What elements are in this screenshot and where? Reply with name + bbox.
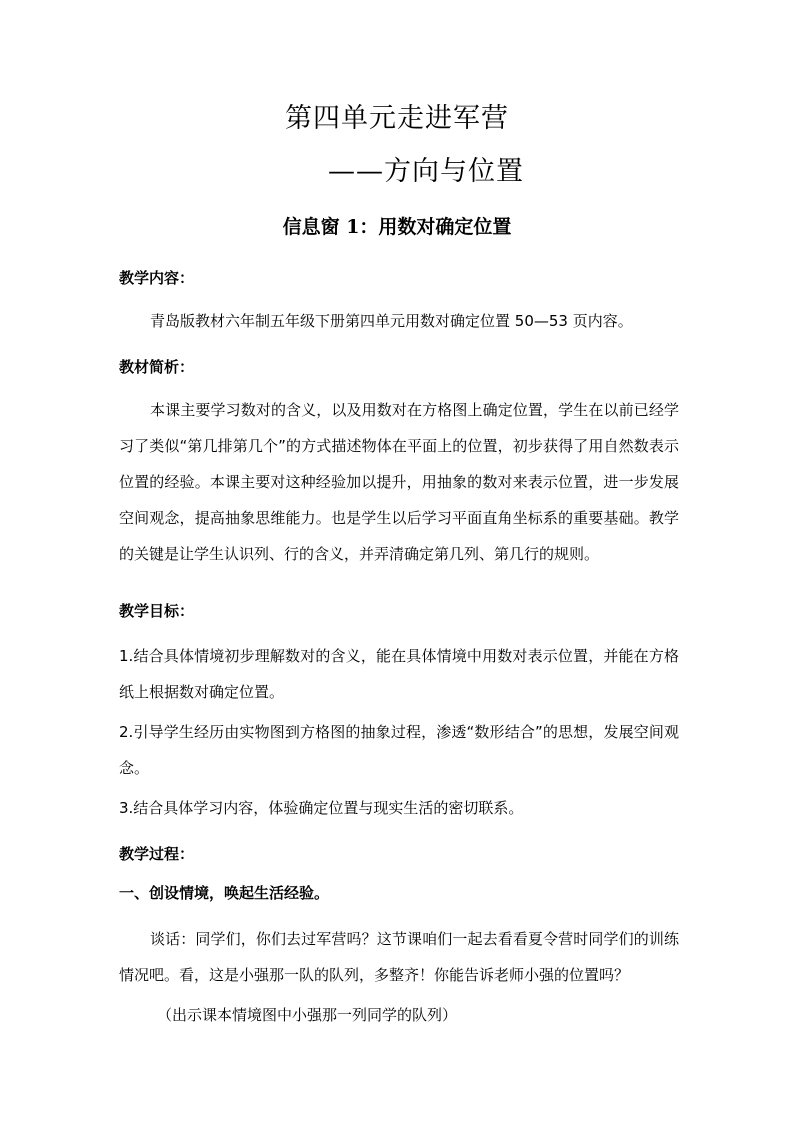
display-note: （出示课本情境图中小强那一列同学的队列） xyxy=(157,1006,458,1024)
process-heading: 教学过程： xyxy=(119,845,195,863)
content-heading: 教学内容： xyxy=(119,269,195,287)
analysis-heading: 教材简析： xyxy=(119,358,195,376)
dialogue-text: 谈话：同学们，你们去过军营吗？这节课咱们一起去看看夏令营时同学们的训练情况吧。看，这是小强那一队的队列，多整齐！你能告诉老师小强的位置吗？ xyxy=(119,930,679,984)
goal-item-1: 1.结合具体情境初步理解数对的含义，能在具体情境中用数对表示位置，并能在方格纸上根据数对确定位置。 xyxy=(119,647,679,701)
goal-item-2: 2.引导学生经历由实物图到方格图的抽象过程，渗透“数形结合”的思想，发展空间观念。 xyxy=(119,723,679,777)
analysis-text: 本课主要学习数对的含义，以及用数对在方格图上确定位置，学生在以前已经学习了类似“第几排第几个”的方式描述物体在平面上的位置，初步获得了用自然数表示位置的经验。本课主要对这种经验加以提升，用抽象的数对来表示位置，进一步发展空间观念，提高抽象思维能力。也是学生以后学习平面直角坐标系的重要基础。教学的关键是让学生认识列、行的含义，并弄清确定第几列、第几行的规则。 xyxy=(119,401,679,563)
goals-heading: 教学目标： xyxy=(119,602,195,620)
lesson-title: 信息窗 1：用数对确定位置 xyxy=(282,216,512,238)
step1-heading: 一、创设情境，唤起生活经验。 xyxy=(119,884,330,902)
content-text: 青岛版教材六年制五年级下册第四单元用数对确定位置 50—53 页内容。 xyxy=(150,312,633,330)
goal-item-3: 3.结合具体学习内容，体验确定位置与现实生活的密切联系。 xyxy=(119,799,524,817)
unit-subtitle: ——方向与位置 xyxy=(328,156,524,187)
unit-title: 第四单元走进军营 xyxy=(285,103,509,134)
